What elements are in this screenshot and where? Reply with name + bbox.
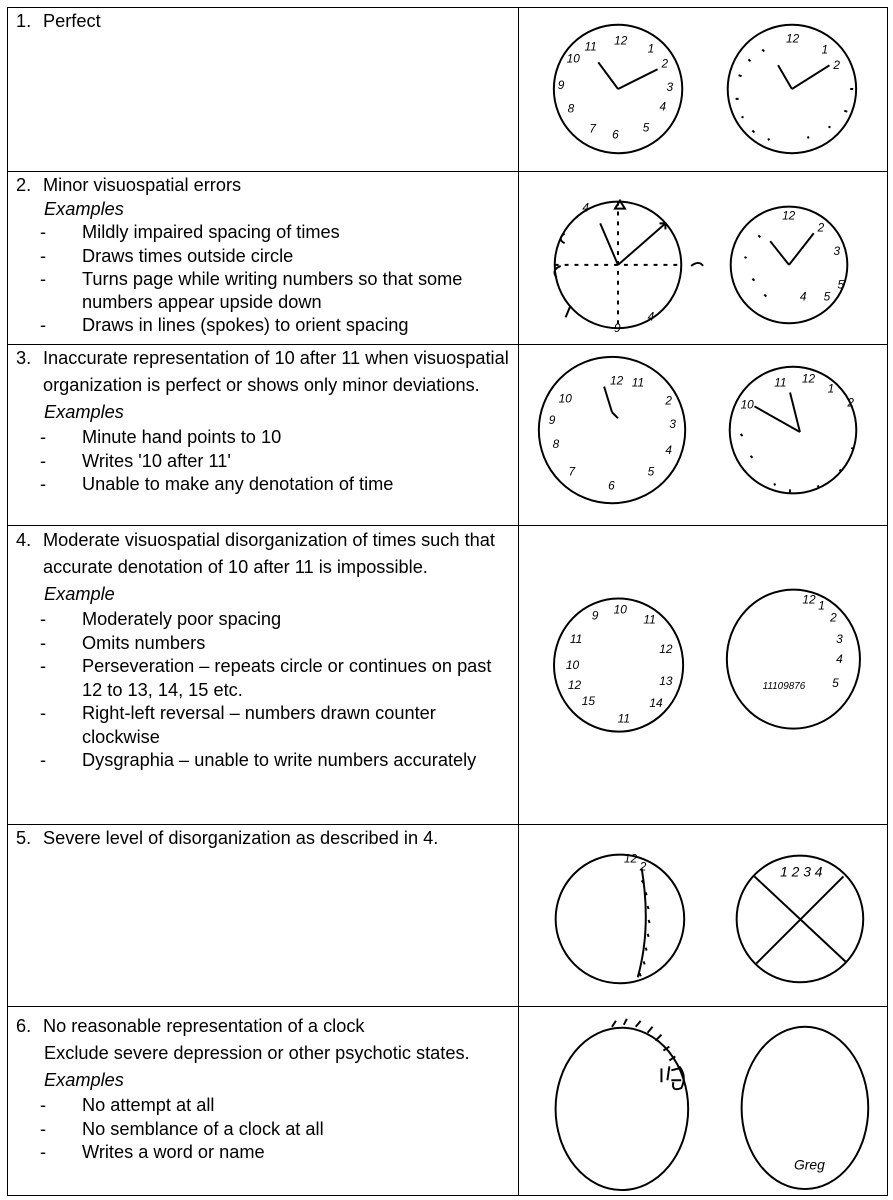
svg-text:11109876: 11109876 <box>762 680 806 692</box>
svg-text:2: 2 <box>833 58 841 73</box>
svg-text:15: 15 <box>581 693 596 708</box>
svg-text:12: 12 <box>614 33 628 48</box>
svg-text:12: 12 <box>782 208 796 223</box>
row-title: 2. Minor visuospatial errors <box>16 175 242 195</box>
clock-drawings-severe-disorganization <box>519 825 889 1006</box>
svg-text:12: 12 <box>801 371 816 386</box>
svg-text:9: 9 <box>557 78 565 93</box>
examples-label: Example <box>44 584 115 604</box>
svg-text:8: 8 <box>567 101 575 116</box>
svg-text:2: 2 <box>817 220 825 235</box>
svg-text:9: 9 <box>614 321 621 336</box>
row-title: 4. Moderate visuospatial disorganization of times such that accurate denotation of 10 after 11 is impossible. <box>16 530 495 577</box>
svg-text:12: 12 <box>785 31 800 46</box>
list-item: - Mildly impaired spacing of times <box>40 222 340 242</box>
examples-label: Examples <box>44 402 124 422</box>
svg-text:11: 11 <box>643 612 656 627</box>
scoring-table <box>7 7 888 1196</box>
svg-text:11: 11 <box>631 375 645 390</box>
svg-text:12: 12 <box>567 677 582 692</box>
clock-drawings-no-representation <box>519 1007 889 1195</box>
table-row <box>7 1006 888 1196</box>
clock-drawings-cell <box>519 825 889 1006</box>
list-item: - Omits numbers <box>40 632 206 653</box>
svg-text:2: 2 <box>665 393 673 408</box>
svg-text:5: 5 <box>837 277 845 292</box>
svg-text:3: 3 <box>666 79 674 94</box>
svg-text:7: 7 <box>568 464 576 479</box>
list-item: - Unable to make any denotation of time <box>40 474 394 494</box>
svg-text:5: 5 <box>647 464 655 479</box>
exclusion-note: Exclude severe depression or other psychotic states. <box>44 1043 470 1063</box>
svg-text:2: 2 <box>639 859 647 874</box>
svg-text:4: 4 <box>836 652 843 667</box>
svg-text:4: 4 <box>582 200 590 215</box>
list-item: - Writes a word or name <box>40 1142 265 1162</box>
svg-text:3: 3 <box>833 244 841 259</box>
list-item: - No semblance of a clock at all <box>40 1118 324 1139</box>
examples-label: Examples <box>44 1070 124 1090</box>
clock-drawings-minor-errors <box>519 172 889 344</box>
svg-text:1: 1 <box>827 381 835 396</box>
svg-text:12: 12 <box>610 373 624 388</box>
svg-text:8: 8 <box>552 436 560 451</box>
svg-text:11: 11 <box>584 39 597 54</box>
clock-drawings-time-errors <box>519 345 889 525</box>
svg-text:6: 6 <box>612 127 619 142</box>
svg-text:10: 10 <box>740 397 754 412</box>
svg-text:1: 1 <box>647 41 655 56</box>
list-item: - Right-left reversal – numbers drawn counter clockwise <box>40 703 436 747</box>
description-cell <box>8 526 519 824</box>
list-item: - Draws in lines (spokes) to orient spacing <box>40 315 409 335</box>
svg-text:2: 2 <box>830 610 837 625</box>
clock-drawings-moderate-disorganization <box>519 526 889 824</box>
list-item: - Dysgraphia – unable to write numbers accurately <box>40 750 477 770</box>
svg-text:12: 12 <box>623 851 638 866</box>
clock-drawings-cell <box>519 1007 889 1195</box>
svg-text:12: 12 <box>659 642 673 657</box>
description-cell <box>8 345 519 525</box>
list-item: - No attempt at all <box>40 1095 215 1115</box>
table-row <box>7 7 888 172</box>
svg-text:10: 10 <box>558 391 572 406</box>
clock-drawings-cell <box>519 172 889 344</box>
row-title: 1. Perfect <box>16 11 101 31</box>
svg-text:3: 3 <box>836 632 843 647</box>
svg-text:11: 11 <box>774 375 787 390</box>
description-cell <box>8 172 519 344</box>
list-item: - Writes '10 after 11' <box>40 450 231 471</box>
list-item: - Draws times outside circle <box>40 245 294 266</box>
row-title: 6. No reasonable representation of a clock <box>16 1016 365 1036</box>
examples-label: Examples <box>44 198 124 219</box>
table-row <box>7 344 888 526</box>
list-item: - Minute hand points to 10 <box>40 427 282 447</box>
svg-text:4: 4 <box>659 99 667 114</box>
description-cell <box>8 8 519 171</box>
row-title: 5. Severe level of disorganization as described in 4. <box>16 828 439 848</box>
row-title: 3. Inaccurate representation of 10 after 11 when visuospatial organization is perfect or shows only minor deviations. <box>16 348 509 395</box>
svg-text:Greg: Greg <box>794 1156 825 1173</box>
svg-text:10: 10 <box>566 51 580 66</box>
svg-text:14: 14 <box>649 695 663 710</box>
svg-text:10: 10 <box>565 658 580 673</box>
svg-text:4: 4 <box>665 442 673 457</box>
table-row <box>7 824 888 1007</box>
svg-text:1: 1 <box>821 42 829 57</box>
svg-text:9: 9 <box>548 413 556 428</box>
description-cell <box>8 825 519 1006</box>
svg-text:5: 5 <box>832 675 839 690</box>
table-row <box>7 525 888 825</box>
svg-text:4: 4 <box>647 309 655 324</box>
svg-text:5: 5 <box>642 120 650 135</box>
table-row <box>7 171 888 345</box>
clock-drawings-cell <box>519 8 889 171</box>
svg-text:11: 11 <box>617 711 630 726</box>
svg-text:4: 4 <box>799 289 807 304</box>
svg-text:9: 9 <box>591 608 599 623</box>
svg-text:10: 10 <box>613 602 627 617</box>
svg-text:7: 7 <box>589 121 596 136</box>
svg-text:3: 3 <box>669 417 676 432</box>
svg-text:5: 5 <box>823 289 831 304</box>
svg-text:6: 6 <box>608 478 615 493</box>
list-item: - Moderately poor spacing <box>40 609 282 629</box>
svg-text:2: 2 <box>661 56 669 71</box>
clock-drawings-cell <box>519 526 889 824</box>
svg-text:13: 13 <box>659 673 673 688</box>
clock-drawings-cell <box>519 345 889 525</box>
svg-text:12: 12 <box>802 592 816 607</box>
list-item: - Perseveration – repeats circle or continues on past 12 to 13, 14, 15 etc. <box>40 656 492 700</box>
svg-text:11: 11 <box>569 632 583 647</box>
svg-text:1 2 3 4: 1 2 3 4 <box>780 863 823 880</box>
svg-text:2: 2 <box>847 395 855 410</box>
list-item: - Turns page while writing numbers so that some numbers appear upside down <box>40 269 463 312</box>
svg-text:1: 1 <box>818 598 825 613</box>
description-cell <box>8 1007 519 1195</box>
clock-drawings-perfect <box>519 8 889 171</box>
